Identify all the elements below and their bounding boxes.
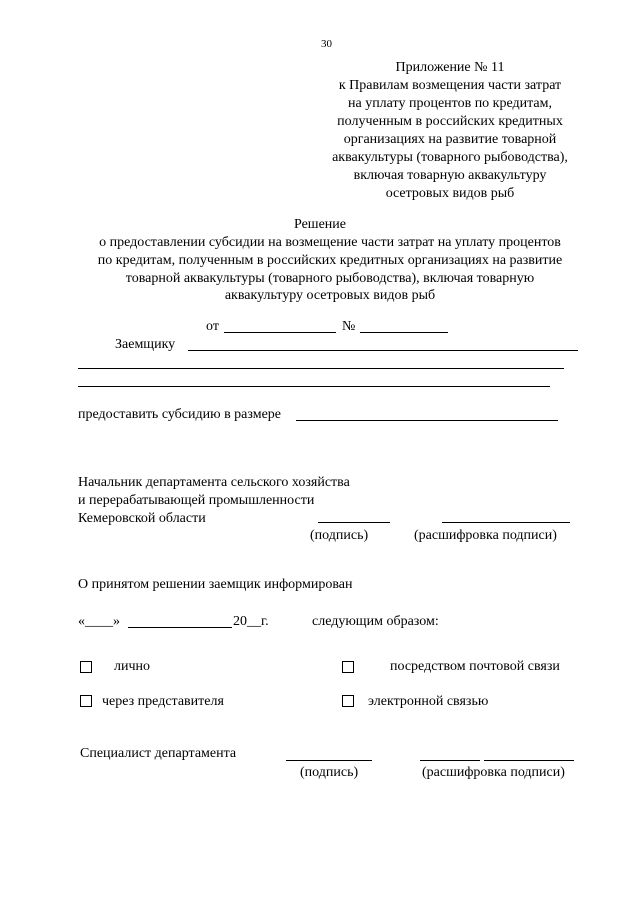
inform-method-label: следующим образом: [312,614,439,629]
head-signature-field[interactable] [318,522,390,523]
appendix-title: Приложение № 11 [395,60,505,75]
checkbox-postal[interactable] [342,661,354,673]
option-postal-label: посредством почтовой связи [390,659,560,674]
subsidy-label: предоставить субсидию в размере [78,407,282,422]
head-line-2: и перерабатывающей промышленности [78,493,315,508]
specialist-signature-field[interactable] [286,760,372,761]
from-label: от [206,319,219,334]
borrower-field-line-3[interactable] [78,386,550,387]
option-representative-label: через представителя [102,694,224,709]
head-line-1: Начальник департамента сельского хозяйства [78,475,350,490]
option-personal-label: лично [114,659,151,674]
decision-line-4: аквакультуру осетровых видов рыб [224,288,436,303]
checkbox-electronic[interactable] [342,695,354,707]
appendix-line-3: полученным в российских кредитных [337,114,563,129]
checkbox-representative[interactable] [80,695,92,707]
number-field[interactable] [360,332,448,333]
borrower-label: Заемщику [115,337,176,352]
appendix-line-1: к Правилам возмещения части затрат [338,78,562,93]
specialist-decode-field-2[interactable] [484,760,574,761]
subsidy-amount-field[interactable] [296,420,558,421]
appendix-line-2: на уплату процентов по кредитам, [347,96,552,111]
appendix-line-6: включая товарную аквакультуру [353,168,547,183]
specialist-signature-caption: (подпись) [300,765,359,780]
inform-date-month-field[interactable] [128,627,232,628]
decision-line-2: по кредитам, полученным в российских кредитных организациях на развитие [97,253,563,268]
specialist-decode-caption: (расшифровка подписи) [422,765,565,780]
head-decode-field[interactable] [442,522,570,523]
checkbox-personal[interactable] [80,661,92,673]
borrower-field[interactable] [188,350,578,351]
appendix-line-7: осетровых видов рыб [385,186,515,201]
head-decode-caption: (расшифровка подписи) [414,528,557,543]
appendix-line-4: организациях на развитие товарной [343,132,557,147]
head-signature-caption: (подпись) [310,528,369,543]
specialist-decode-field-1[interactable] [420,760,480,761]
head-line-3: Кемеровской области [78,511,206,526]
decision-line-1: о предоставлении субсидии на возмещение части затрат на уплату процентов [99,235,561,250]
appendix-line-5: аквакультуры (товарного рыбоводства), [332,150,568,165]
inform-date-year: 20__г. [233,614,269,629]
specialist-label: Специалист департамента [80,746,237,761]
option-electronic-label: электронной связью [368,694,489,709]
date-field[interactable] [224,332,336,333]
borrower-field-line-2[interactable] [78,368,564,369]
number-label: № [342,319,356,334]
decision-title: Решение [293,217,346,232]
inform-title: О принятом решении заемщик информирован [78,577,353,592]
inform-date-day: «____» [78,614,120,629]
page-number: 30 [321,38,332,50]
decision-line-3: товарной аквакультуры (товарного рыбоводства), включая товарную [125,271,535,286]
